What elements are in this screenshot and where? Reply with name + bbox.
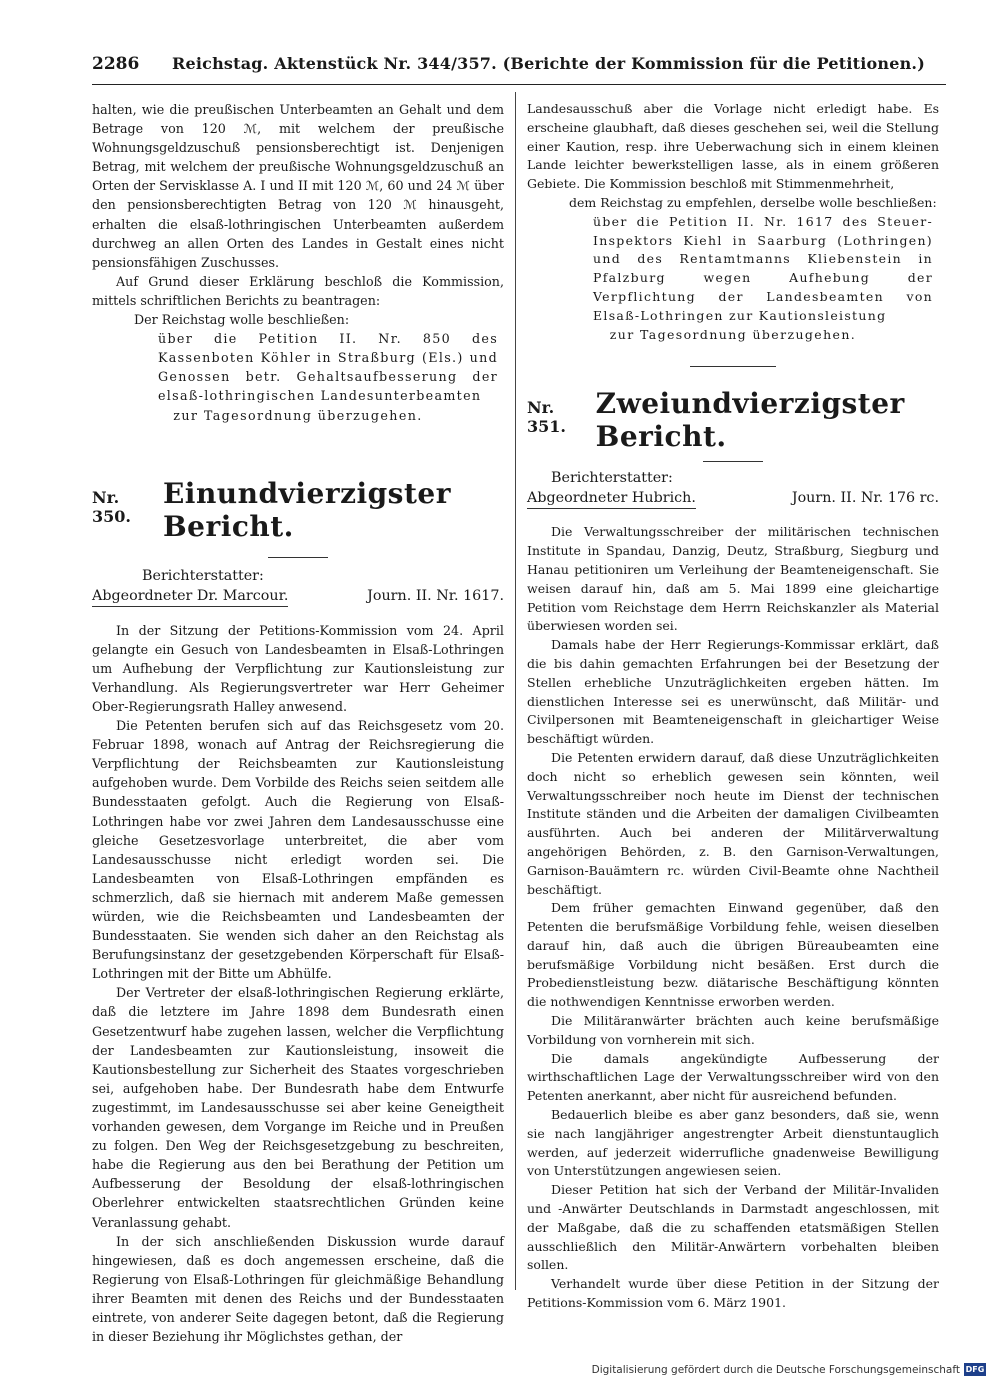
report-number: Nr. 350. [92,487,131,526]
motion-intro: Der Reichstag wolle beschließen: [134,312,350,328]
digitization-credit [592,1363,986,1376]
page-number: 2286 [92,54,140,74]
paragraph-5: Die Militäranwärter brächten auch keine berufsmäßige Vorbildung von vornherein mit sich. [527,1013,939,1047]
right-column [527,100,939,1313]
paragraph-1: Die Verwaltungsschreiber der militärischen technischen Institute in Spandau, Danzig, Deutz, Straßburg, Siegburg und Hanau petitioniren um Verleihung der Beamteneigenschaft. Sie weisen darauf hin, daß am 5. Mai 1899 eine gleichartige Petition vom Reichstage dem Herrn Reichskanzler als Material überwiesen worden sei. [527,524,939,634]
paragraph-auf-grund: Auf Grund dieser Erklärung beschloß die Kommission, mittels schriftlichen Berichts zu beantragen: [92,273,504,308]
page-header [92,50,946,85]
reporter-name: Abgeordneter Dr. Marcour. [92,586,288,607]
dfg-logo-icon: DFG [965,1365,985,1374]
reporter-name: Abgeordneter Hubrich. [527,488,696,509]
report-heading-350 [92,477,504,543]
journal-number: Journ. II. Nr. 176 rc. [791,490,939,507]
paragraph-4: Dem früher gemachten Einwand gegenüber, daß den Petenten die berufsmäßige Vorbildung fehle, weisen dieselben darauf hin, daß auch die übrigen Büreaubeamten eine berufsmäßige Vorbildung nicht besäßen. Erst durch die Probedienstleistung bezw. diätarische Beschäftigung könnten die nothwendigen Kenntnisse erworben werden. [527,900,939,1010]
report-title: Zweiundvierzigster Bericht. [595,387,905,454]
paragraph-8: Dieser Petition hat sich der Verband der Militär-Invaliden und -Anwärter Deutschlands in Darmstadt angeschlossen, mit der Maßgabe, daß die zu schaffenden etatsmäßigen Stellen ausschließlich den Militär-Anwärtern vorbehalten bleiben sollen. [527,1182,939,1273]
motion-intro: dem Reichstag zu empfehlen, derselbe wolle beschließen: [569,194,937,210]
paragraph-4: In der sich anschließenden Diskussion wurde darauf hingewiesen, daß es doch angemessen erscheine, daß die Regierung von Elsaß-Lothringen für gleichmäßige Behandlung ihrer Beamten mit denen des Reichs und der Bundesstaaten eintrete, von anderer Seite dagegen betont, daß die Regierung in dieser Beziehung ihr Möglichstes gethan, der [92,1233,504,1345]
paragraph-2: Damals habe der Herr Regierungs-Kommissar erklärt, daß die bis dahin gemachten Erfahrungen bei der Besetzung der Stellen erhebliche Unzuträglichkeiten ergeben hätten. Im dienstlichen Interesse sei es unerwünscht, daß Militär- und Civilpersonen mit Beamteneigenschaft in gleichartiger Weise beschäftigt würden. [527,637,939,747]
continued-paragraph: halten, wie die preußischen Unterbeamten an Gehalt und dem Betrage von 120 ℳ, mit welchem der preußische Wohnungsgeldzuschuß pensionsberechtigt ist. Denjenigen Betrag, mit welchem der preußische Wohnungsgeldzuschuß an Orten der Servisklasse A. I und II mit 120 ℳ, 60 und 24 ℳ über den pensionsberechtigten Betrag von 120 ℳ hinausgeht, erhalten die elsaß-lothringischen Unterbeamten außerdem durchweg an allen Orten des Landes in Gestalt eines nicht pensionsfähigen Zuschusses. [92,102,504,270]
column-divider [515,92,516,1290]
running-title: Reichstag. Aktenstück Nr. 344/357. (Berichte der Kommission für die Petitionen.) [172,54,925,73]
resolution-text: über die Petition II. Nr. 1617 des Steuer-Inspektors Kiehl in Saarburg (Lothringen) und des Rentamtmanns Kliebenstein in Pfalzburg wegen Aufhebung der Verpflichtung der Landesbeamten von Elsaß-Lothringen zur Kautionsleistung [593,213,933,323]
paragraph-1: In der Sitzung der Petitions-Kommission vom 24. April gelangte ein Gesuch von Landesbeamten in Elsaß-Lothringen um Aufhebung der Verpflichtung zur Kautionsleistung zur Verhandlung. Als Regierungsvertreter war Herr Geheimer Ober-Regierungsrath Halley anwesend. [92,622,504,714]
reporter-row [527,488,939,509]
paragraph-2: Die Petenten berufen sich auf das Reichsgesetz vom 20. Februar 1898, wonach auf Antrag der Reichsregierung die Verpflichtung der Reichsbeamten zur Kautionsleistung aufgehoben wurde. Dem Vorbilde des Reichs seien seitdem alle Bundesstaaten gefolgt. Auch die Regierung von Elsaß-Lothringen habe vor zwei Jahren dem Landesausschusse eine gleiche Gesetzesvorlage unterbreitet, die aber vom Landesausschusse nicht erledigt worden sei. Die Landesbeamten von Elsaß-Lothringen empfänden es schmerzlich, daß sie hiernach mit anderem Maße gemessen würden, wie die Reichsbeamten und Landesbeamten der Bundesstaaten. Sie wenden sich daher an den Reichstag als Berufungsinstanz der gesetzgebenden Körperschaft für Elsaß-Lothringen mit der Bitte um Abhülfe. [92,718,504,982]
berichterstatter-label: Berichterstatter: [142,567,264,584]
left-column [92,100,504,1346]
report-title: Einundvierzigster Bericht. [162,476,451,543]
credit-text: Digitalisierung gefördert durch die Deutsche Forschungsgemeinschaft [591,1363,960,1376]
report-heading-351 [527,387,939,453]
report-number: Nr. 351. [527,398,566,437]
resolution-conclusion: zur Tagesordnung überzugehen. [173,407,423,423]
paragraph-6: Die damals angekündigte Aufbesserung der wirthschaftlichen Lage der Verwaltungsschreiber wird von den Petenten anerkannt, aber nicht für ausreichend befunden. [527,1050,939,1104]
journal-number: Journ. II. Nr. 1617. [367,587,504,604]
paragraph-3: Die Petenten erwidern darauf, daß diese Unzuträglichkeiten doch nicht so erheblich gewesen sein könnten, weil Verwaltungsschreiber noch heute im Dienst der technischen Institute ständen und die Arbeiten der damaligen Civilbeamten ausführten. Auch bei anderen der Militärverwaltung angehörigen Behörden, z. B. den Garnison-Verwaltungen, Garnison-Bauämtern rc. würden Civil-Beamte ohne Nachtheil beschäftigt. [527,749,939,897]
berichterstatter-label: Berichterstatter: [551,470,673,487]
continued-paragraph: Landesausschuß aber die Vorlage nicht erledigt habe. Es erscheine glaubhaft, daß dieses geschehen sei, weil die Stellung einer Kaution, resp. ihre Ueberwachung sich in einem kleinen Lande leichter bewerkstelligen lasse, als in einem größeren Gebiete. Die Kommission beschloß mit Stimmenmehrheit, [527,101,939,192]
resolution-conclusion: zur Tagesordnung überzugehen. [609,326,857,342]
reporter-row [92,586,504,607]
paragraph-7: Bedauerlich bleibe es aber ganz besonders, daß sie, wenn sie nach langjähriger angestrengter Arbeit dienstuntauglich werden, auf jederzeit widerrufliche gnadenweise Bewilligung von Unterstützungen angewiesen seien. [527,1107,939,1179]
paragraph-9: Verhandelt wurde über diese Petition in der Sitzung der Petitions-Kommission vom 6. März 1901. [527,1276,939,1311]
paragraph-3: Der Vertreter der elsaß-lothringischen Regierung erklärte, daß die letztere im Jahre 1898 dem Bundesrath einen Gesetzentwurf habe zugehen lassen, welcher die Verpflichtung der Landesbeamten zur Kautionsleistung, insoweit die Kautionsbestellung zur Sicherheit des Staates vorgeschrieben sei, aufgehoben habe. Der Bundesrath habe dem Entwurfe zugestimmt, im Landesausschusse sei aber keine Geneigtheit vorhanden gewesen, dem Vorgange im Reiche und in Preußen zu folgen. Den Weg der Reichsgesetzgebung zu beschreiten, habe die Regierung aus den bei Berathung der Petition um Aufbesserung der Besoldung der elsaß-lothringischen Oberlehrer entwickelten staatsrechtlichen Gründen keine Veranlassung gehabt. [92,985,504,1230]
resolution-text: über die Petition II. Nr. 850 des Kassenboten Köhler in Straßburg (Els.) und Genossen betr. Gehaltsaufbesserung der elsaß-lothringischen Landesunterbeamten [158,331,498,404]
